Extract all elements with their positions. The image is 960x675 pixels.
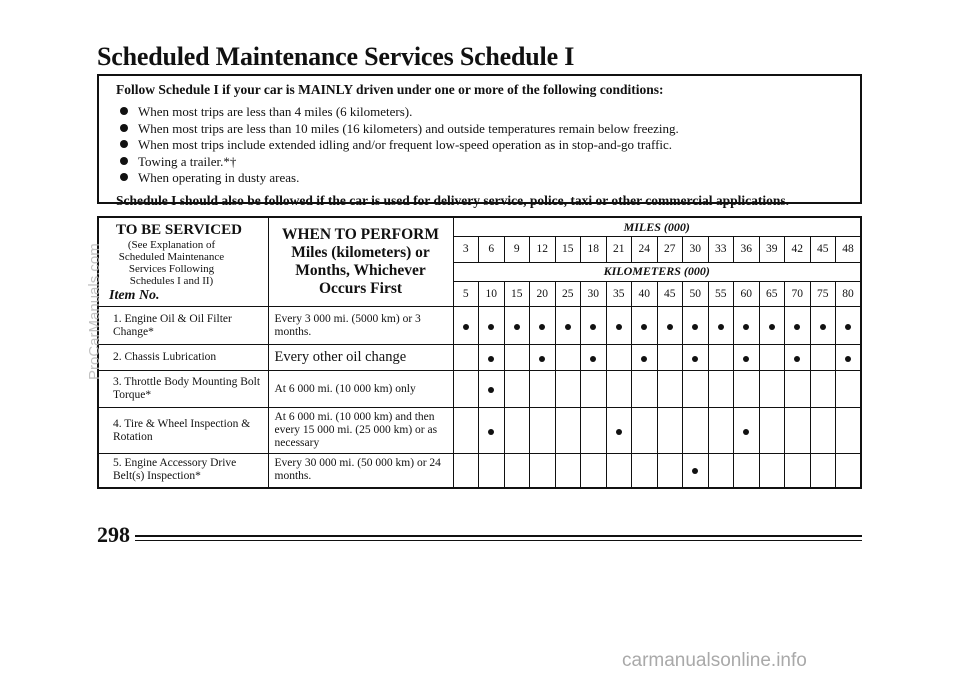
condition-item xyxy=(116,137,850,154)
service-interval: Every 3 000 mi. (5000 km) or 3 months. xyxy=(268,307,453,345)
service-due-dot-icon xyxy=(616,429,622,435)
miles-cell: 48 xyxy=(836,237,862,262)
schedule-cell xyxy=(504,345,530,371)
service-name: 3. Throttle Body Mounting Bolt Torque* xyxy=(98,371,268,408)
schedule-cell xyxy=(581,307,607,345)
schedule-cell xyxy=(453,454,479,488)
condition-text: When most trips include extended idling and/or frequent low-speed operation as in stop-and-go traffic. xyxy=(138,137,673,152)
service-due-dot-icon xyxy=(692,324,698,330)
service-due-dot-icon xyxy=(743,324,749,330)
schedule-cell xyxy=(453,371,479,408)
miles-cell: 18 xyxy=(581,237,607,262)
schedule-cell xyxy=(734,408,760,454)
schedule-cell xyxy=(530,454,556,488)
schedule-cell xyxy=(734,345,760,371)
schedule-cell xyxy=(555,345,581,371)
miles-cell: 36 xyxy=(734,237,760,262)
kilometers-cell: 35 xyxy=(606,281,632,306)
schedule-cell xyxy=(836,371,862,408)
schedule-cell xyxy=(555,307,581,345)
condition-text: Towing a trailer.*† xyxy=(138,153,237,169)
service-due-dot-icon xyxy=(488,324,494,330)
service-interval: Every 30 000 mi. (50 000 km) or 24 months. xyxy=(268,454,453,488)
miles-cell: 24 xyxy=(632,237,658,262)
footer-rule xyxy=(135,540,862,541)
conditions-box xyxy=(97,74,862,208)
schedule-cell xyxy=(479,408,505,454)
schedule-cell xyxy=(810,408,836,454)
schedule-cell xyxy=(836,345,862,371)
miles-cell: 15 xyxy=(555,237,581,262)
schedule-cell xyxy=(785,307,811,345)
service-interval: At 6 000 mi. (10 000 km) only xyxy=(268,371,453,408)
kilometers-cell: 30 xyxy=(581,281,607,306)
service-due-dot-icon xyxy=(692,468,698,474)
service-name: 4. Tire & Wheel Inspection & Rotation xyxy=(98,408,268,454)
kilometers-cell: 60 xyxy=(734,281,760,306)
miles-cell: 3 xyxy=(453,237,479,262)
kilometers-cell: 15 xyxy=(504,281,530,306)
schedule-cell xyxy=(632,307,658,345)
service-due-dot-icon xyxy=(794,324,800,330)
miles-cell: 30 xyxy=(683,237,709,262)
schedule-cell xyxy=(683,371,709,408)
service-due-dot-icon xyxy=(590,356,596,362)
table-row xyxy=(98,307,861,345)
schedule-cell xyxy=(759,371,785,408)
condition-item xyxy=(116,121,850,138)
table-row xyxy=(98,371,861,408)
service-header: TO BE SERVICED xyxy=(116,222,242,238)
miles-cell: 27 xyxy=(657,237,683,262)
schedule-cell xyxy=(479,345,505,371)
miles-cell: 33 xyxy=(708,237,734,262)
miles-cell: 9 xyxy=(504,237,530,262)
kilometers-header: KILOMETERS (000) xyxy=(453,262,861,281)
schedule-cell xyxy=(504,371,530,408)
schedule-cell xyxy=(632,408,658,454)
schedule-cell xyxy=(657,345,683,371)
service-header-cell xyxy=(98,217,268,307)
schedule-cell xyxy=(453,307,479,345)
schedule-cell xyxy=(683,408,709,454)
service-name: 2. Chassis Lubrication xyxy=(98,345,268,371)
service-interval: Every other oil change xyxy=(268,345,453,371)
schedule-cell xyxy=(530,408,556,454)
condition-item xyxy=(116,104,850,121)
kilometers-cell: 75 xyxy=(810,281,836,306)
schedule-cell xyxy=(581,454,607,488)
schedule-cell xyxy=(759,307,785,345)
conditions-intro: Follow Schedule I if your car is MAINLY driven under one or more of the following conditions: xyxy=(116,82,664,97)
page-title: Scheduled Maintenance Services Schedule I xyxy=(97,42,575,71)
miles-cell: 12 xyxy=(530,237,556,262)
service-due-dot-icon xyxy=(488,387,494,393)
kilometers-cell: 70 xyxy=(785,281,811,306)
miles-cell: 21 xyxy=(606,237,632,262)
service-due-dot-icon xyxy=(488,356,494,362)
schedule-cell xyxy=(479,454,505,488)
schedule-cell xyxy=(734,371,760,408)
schedule-cell xyxy=(657,408,683,454)
schedule-cell xyxy=(810,454,836,488)
condition-text: When most trips are less than 4 miles (6 kilometers). xyxy=(138,104,413,119)
bottom-watermark: carmanualsonline.info xyxy=(622,650,807,671)
schedule-cell xyxy=(479,371,505,408)
kilometers-cell: 65 xyxy=(759,281,785,306)
service-name: 1. Engine Oil & Oil Filter Change* xyxy=(98,307,268,345)
schedule-cell xyxy=(453,408,479,454)
miles-cell: 6 xyxy=(479,237,505,262)
conditions-note: Schedule I should also be followed if the car is used for delivery service, police, taxi or other commercial applications. xyxy=(116,192,789,208)
service-due-dot-icon xyxy=(488,429,494,435)
page-number: 298 xyxy=(97,522,130,547)
schedule-cell xyxy=(530,307,556,345)
service-due-dot-icon xyxy=(641,324,647,330)
schedule-cell xyxy=(632,454,658,488)
schedule-cell xyxy=(734,454,760,488)
schedule-cell xyxy=(657,307,683,345)
schedule-cell xyxy=(581,371,607,408)
bullet-icon xyxy=(120,107,128,115)
service-due-dot-icon xyxy=(590,324,596,330)
schedule-cell xyxy=(632,371,658,408)
schedule-cell xyxy=(657,371,683,408)
schedule-cell xyxy=(759,454,785,488)
kilometers-cell: 5 xyxy=(453,281,479,306)
table-row xyxy=(98,454,861,488)
schedule-cell xyxy=(734,307,760,345)
footer-rule xyxy=(135,535,862,537)
schedule-cell xyxy=(606,454,632,488)
service-due-dot-icon xyxy=(539,324,545,330)
kilometers-cell: 45 xyxy=(657,281,683,306)
service-due-dot-icon xyxy=(667,324,673,330)
schedule-cell xyxy=(504,454,530,488)
service-due-dot-icon xyxy=(539,356,545,362)
schedule-cell xyxy=(759,345,785,371)
kilometers-cell: 80 xyxy=(836,281,862,306)
miles-cell: 42 xyxy=(785,237,811,262)
service-due-dot-icon xyxy=(769,324,775,330)
when-header: WHEN TO PERFORM Miles (kilometers) or Months, Whichever Occurs First xyxy=(268,217,453,307)
schedule-cell xyxy=(810,371,836,408)
schedule-cell xyxy=(606,345,632,371)
service-due-dot-icon xyxy=(845,356,851,362)
schedule-cell xyxy=(836,408,862,454)
schedule-cell xyxy=(708,408,734,454)
schedule-cell xyxy=(581,345,607,371)
schedule-cell xyxy=(759,408,785,454)
schedule-cell xyxy=(836,454,862,488)
table-row xyxy=(98,345,861,371)
schedule-cell xyxy=(683,345,709,371)
kilometers-cell: 25 xyxy=(555,281,581,306)
schedule-cell xyxy=(708,307,734,345)
service-due-dot-icon xyxy=(845,324,851,330)
schedule-cell xyxy=(810,307,836,345)
service-due-dot-icon xyxy=(718,324,724,330)
schedule-cell xyxy=(708,345,734,371)
miles-cell: 39 xyxy=(759,237,785,262)
schedule-cell xyxy=(785,454,811,488)
service-due-dot-icon xyxy=(616,324,622,330)
condition-item xyxy=(116,154,850,171)
service-due-dot-icon xyxy=(794,356,800,362)
kilometers-cell: 40 xyxy=(632,281,658,306)
miles-header: MILES (000) xyxy=(453,217,861,237)
schedule-cell xyxy=(683,454,709,488)
kilometers-cell: 50 xyxy=(683,281,709,306)
table-row xyxy=(98,408,861,454)
bullet-icon xyxy=(120,173,128,181)
bullet-icon xyxy=(120,157,128,165)
schedule-cell xyxy=(606,408,632,454)
service-due-dot-icon xyxy=(641,356,647,362)
bullet-icon xyxy=(120,140,128,148)
bullet-icon xyxy=(120,124,128,132)
condition-text: When operating in dusty areas. xyxy=(138,170,300,185)
maintenance-schedule-table xyxy=(97,216,862,489)
schedule-cell xyxy=(479,307,505,345)
service-due-dot-icon xyxy=(565,324,571,330)
schedule-cell xyxy=(606,307,632,345)
schedule-cell xyxy=(785,371,811,408)
schedule-cell xyxy=(657,454,683,488)
service-due-dot-icon xyxy=(514,324,520,330)
service-interval: At 6 000 mi. (10 000 km) and then every 15 000 mi. (25 000 km) or as necessary xyxy=(268,408,453,454)
schedule-cell xyxy=(785,408,811,454)
condition-item xyxy=(116,170,850,187)
schedule-cell xyxy=(555,408,581,454)
kilometers-cell: 55 xyxy=(708,281,734,306)
service-due-dot-icon xyxy=(692,356,698,362)
schedule-cell xyxy=(606,371,632,408)
schedule-cell xyxy=(708,371,734,408)
schedule-cell xyxy=(785,345,811,371)
schedule-cell xyxy=(530,371,556,408)
schedule-cell xyxy=(555,454,581,488)
service-due-dot-icon xyxy=(820,324,826,330)
miles-cell: 45 xyxy=(810,237,836,262)
schedule-cell xyxy=(810,345,836,371)
schedule-cell xyxy=(504,307,530,345)
side-watermark: ProCarManuals.com xyxy=(86,243,103,380)
service-due-dot-icon xyxy=(743,429,749,435)
schedule-cell xyxy=(632,345,658,371)
schedule-cell xyxy=(453,345,479,371)
condition-text: When most trips are less than 10 miles (16 kilometers) and outside temperatures remain below freezing. xyxy=(138,120,679,136)
schedule-cell xyxy=(581,408,607,454)
schedule-cell xyxy=(683,307,709,345)
kilometers-cell: 10 xyxy=(479,281,505,306)
service-subheader: (See Explanation of Scheduled Maintenance Services Following Schedules I and II) xyxy=(118,239,225,287)
schedule-cell xyxy=(708,454,734,488)
schedule-cell xyxy=(530,345,556,371)
schedule-cell xyxy=(504,408,530,454)
schedule-cell xyxy=(555,371,581,408)
service-due-dot-icon xyxy=(743,356,749,362)
schedule-cell xyxy=(836,307,862,345)
kilometers-cell: 20 xyxy=(530,281,556,306)
conditions-list xyxy=(116,104,850,187)
service-name: 5. Engine Accessory Drive Belt(s) Inspection* xyxy=(98,454,268,488)
item-no-label: Item No. xyxy=(109,288,160,303)
service-due-dot-icon xyxy=(463,324,469,330)
